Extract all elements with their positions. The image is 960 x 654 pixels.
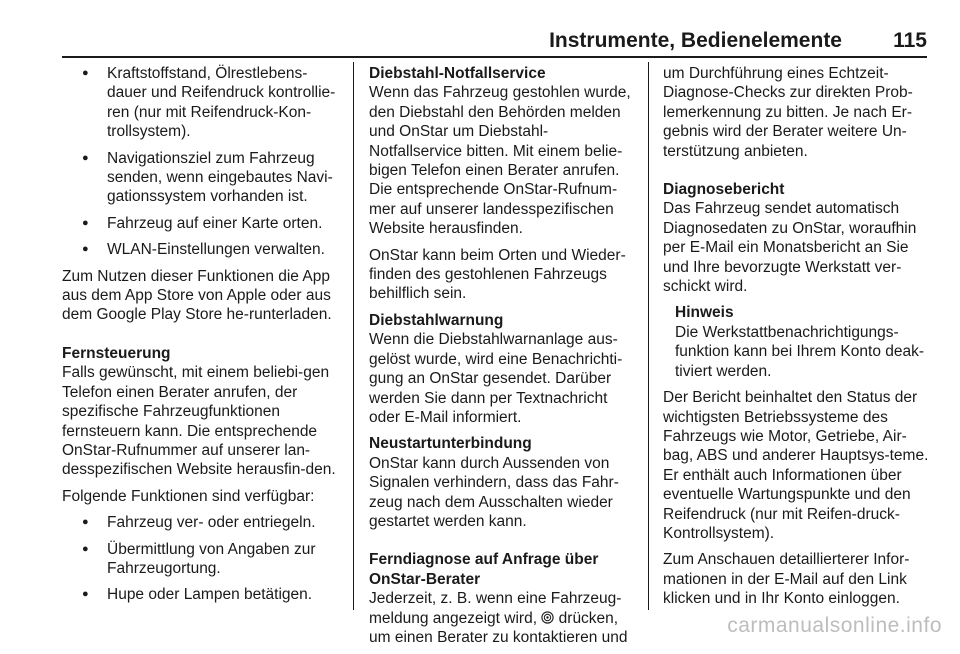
onstar-button-icon — [541, 609, 554, 628]
list-item: ● Hupe oder Lampen betätigen. — [62, 585, 340, 604]
paragraph-app-download: Zum Nutzen dieser Funktionen die App aus dem App Store von Apple oder aus dem Google Play Store he-runterladen. — [62, 267, 332, 324]
list-item: ● Übermittlung von Angaben zur Fahrzeugortung. — [62, 540, 340, 579]
paragraph-ferndiagnose-part1: Jederzeit, z. B. wenn eine Fahrzeug-meldung angezeigt wird, — [369, 590, 622, 627]
heading-diebstahl-notfallservice: Diebstahl-Notfallservice — [369, 65, 546, 82]
header-divider — [62, 56, 927, 58]
watermark: carmanualsonline.info — [727, 614, 942, 637]
paragraph-ferndiagnose — [369, 589, 635, 647]
paragraph-diebstahl: Wenn das Fahrzeug gestohlen wurde, den Diebstahl den Behörden melden und OnStar um Diebstahl-Notfallservice bitten. Mit einem belie-bigen Telefon einen Berater anrufen. Die entsprechende OnStar-Rufnum-mer auf unserer landesspezifischen Website herausfinden. — [369, 84, 631, 238]
paragraph-orten: OnStar kann beim Orten und Wieder-finden des gestohlenen Fahrzeugs behilflich sein. — [369, 246, 626, 303]
list-item: ● Kraftstoffstand, Ölrestlebens-dauer und Reifendruck kontrollie-ren (nur mit Reifendruck-Kon-trollsystem). — [62, 64, 340, 142]
column-3 — [663, 64, 929, 616]
paragraph-diagnose-check: um Durchführung eines Echtzeit-Diagnose-Checks zur direkten Prob-lemerkennung zu bitten. Je nach Er-gebnis wird der Berater weitere Un-terstützung anbieten. — [663, 65, 913, 160]
paragraph-fernsteuerung: Falls gewünscht, mit einem beliebi-gen Telefon einen Berater anrufen, der spezifische Fahrzeugfunktionen fernsteuern kann. Die entsprechende OnStar-Rufnummer auf unserer lan-desspezifischen Website herausfin-den. — [62, 364, 336, 479]
note-title: Hinweis — [675, 304, 734, 322]
feature-list-app — [62, 64, 340, 260]
heading-neustartunterbindung: Neustartunterbindung — [369, 435, 532, 453]
heading-ferndiagnose: Ferndiagnose auf Anfrage über OnStar-Berater — [369, 551, 599, 588]
page-number: 115 — [893, 29, 927, 52]
paragraph-ferndiagnose-part2: drücken, um einen Berater zu kontaktieren und — [369, 609, 628, 646]
paragraph-functions-intro: Folgende Funktionen sind verfügbar: — [62, 487, 315, 505]
paragraph-neustart: OnStar kann durch Aussenden von Signalen verhindern, dass das Fahr-zeug nach dem Ausschalten wieder gestartet werden kann. — [369, 454, 619, 530]
heading-fernsteuerung: Fernsteuerung — [62, 344, 171, 362]
paragraph-diebstahlwarnung: Wenn die Diebstahlwarnanlage aus-gelöst wurde, wird eine Benachrichti-gung an OnStar gesendet. Darüber werden Sie dann per Textnachricht oder E-Mail informiert. — [369, 331, 623, 426]
page-header — [0, 0, 960, 56]
list-item: ● Navigationsziel zum Fahrzeug senden, wenn eingebautes Navi-gationssystem vorhanden ist. — [62, 149, 340, 207]
heading-diebstahlwarnung: Diebstahlwarnung — [369, 311, 504, 329]
heading-diagnosebericht: Diagnosebericht — [663, 181, 785, 199]
column-2 — [369, 64, 635, 654]
list-item: ● Fahrzeug auf einer Karte orten. — [62, 214, 340, 233]
note-text: Die Werkstattbenachrichtigungs-funktion kann bei Ihrem Konto deak-tiviert werden. — [675, 323, 925, 380]
paragraph-diagnosebericht: Das Fahrzeug sendet automatisch Diagnosedaten zu OnStar, woraufhin per E-Mail ein Monatsbericht an Sie und Ihre bevorzugte Werkstatt ver-schickt wird. — [663, 200, 917, 296]
column-divider-2 — [648, 62, 649, 610]
column-1 — [62, 64, 340, 612]
list-item: ● Fahrzeug ver- oder entriegeln. — [62, 513, 340, 532]
list-item: ● WLAN-Einstellungen verwalten. — [62, 240, 340, 259]
feature-list-remote — [62, 513, 340, 605]
paragraph-email-link: Zum Anschauen detaillierterer Infor-mationen in der E-Mail auf den Link klicken und in Ihr Konto einloggen. — [663, 551, 910, 608]
paragraph-bericht-inhalt: Der Bericht beinhaltet den Status der wichtigsten Betriebssysteme des Fahrzeugs wie Motor, Getriebe, Air-bag, ABS und anderer Hauptsys-teme. Er enthält auch Informationen über eventuelle Wartungspunkte und den Reifendruck (nur mit Reifen-druck-Kontrollsystem). — [663, 389, 929, 542]
note-box — [663, 303, 929, 381]
page-title: Instrumente, Bedienelemente — [549, 29, 842, 52]
column-divider-1 — [353, 62, 354, 610]
